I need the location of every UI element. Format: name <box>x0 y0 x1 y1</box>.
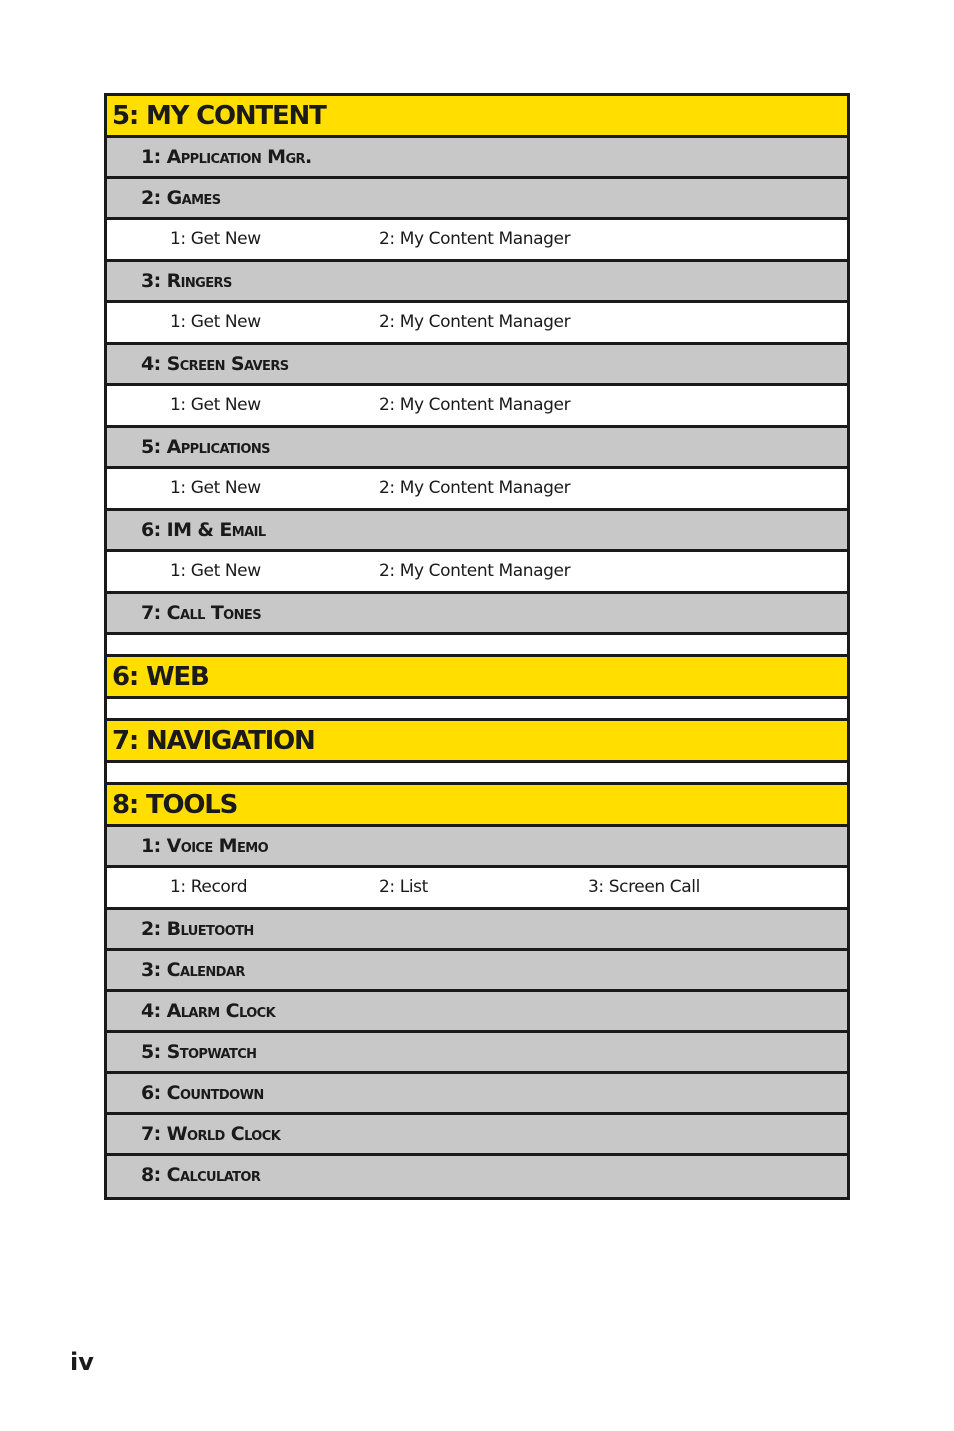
menu-table <box>104 93 850 1200</box>
spacer-row <box>107 635 847 657</box>
menu-item <box>107 1156 847 1197</box>
submenu-option: 2: My Content Manager <box>379 395 571 415</box>
menu-item <box>107 138 847 179</box>
menu-item <box>107 992 847 1033</box>
submenu-row <box>107 220 847 262</box>
submenu-option: 2: My Content Manager <box>379 478 571 498</box>
submenu-option: 1: Record <box>170 877 248 897</box>
menu-item-label: 7: Call Tones <box>141 602 261 624</box>
submenu-option: 2: My Content Manager <box>379 312 571 332</box>
submenu-option: 1: Get New <box>170 561 261 581</box>
submenu-row <box>107 386 847 428</box>
menu-item <box>107 594 847 635</box>
menu-item <box>107 511 847 552</box>
menu-item <box>107 1033 847 1074</box>
submenu-row <box>107 868 847 910</box>
menu-item <box>107 1074 847 1115</box>
section-header <box>107 785 847 827</box>
submenu-option: 2: My Content Manager <box>379 561 571 581</box>
menu-item-label: 3: Ringers <box>141 270 232 292</box>
menu-item <box>107 345 847 386</box>
menu-item <box>107 428 847 469</box>
menu-item-label: 7: World Clock <box>141 1123 281 1145</box>
submenu-option: 2: List <box>379 877 428 897</box>
submenu-option: 1: Get New <box>170 395 261 415</box>
menu-item-label: 6: Countdown <box>141 1082 264 1104</box>
menu-item-label: 4: Screen Savers <box>141 353 289 375</box>
menu-item <box>107 1115 847 1156</box>
menu-item <box>107 262 847 303</box>
submenu-option: 1: Get New <box>170 229 261 249</box>
section-header <box>107 657 847 699</box>
submenu-option: 3: Screen Call <box>588 877 700 897</box>
submenu-option: 1: Get New <box>170 312 261 332</box>
menu-item <box>107 179 847 220</box>
menu-item <box>107 827 847 868</box>
submenu-option: 2: My Content Manager <box>379 229 571 249</box>
menu-item-label: 5: Stopwatch <box>141 1041 257 1063</box>
menu-item-label: 6: IM & Email <box>141 519 266 541</box>
section-header-label: 7: NAVIGATION <box>112 726 315 756</box>
page-number: iv <box>70 1348 94 1376</box>
menu-item-label: 1: Application Mgr. <box>141 146 312 168</box>
section-header-label: 6: WEB <box>112 662 209 692</box>
section-header <box>107 721 847 763</box>
menu-item-label: 5: Applications <box>141 436 270 458</box>
menu-item-label: 3: Calendar <box>141 959 245 981</box>
submenu-row <box>107 303 847 345</box>
menu-item <box>107 951 847 992</box>
section-header <box>107 96 847 138</box>
menu-item-label: 1: Voice Memo <box>141 835 269 857</box>
section-header-label: 5: MY CONTENT <box>112 101 326 131</box>
submenu-row <box>107 552 847 594</box>
spacer-row <box>107 699 847 721</box>
menu-item-label: 4: Alarm Clock <box>141 1000 276 1022</box>
spacer-row <box>107 763 847 785</box>
menu-item-label: 2: Games <box>141 187 221 209</box>
submenu-option: 1: Get New <box>170 478 261 498</box>
section-header-label: 8: TOOLS <box>112 790 238 820</box>
menu-item <box>107 910 847 951</box>
menu-item-label: 2: Bluetooth <box>141 918 254 940</box>
submenu-row <box>107 469 847 511</box>
menu-item-label: 8: Calculator <box>141 1164 261 1186</box>
